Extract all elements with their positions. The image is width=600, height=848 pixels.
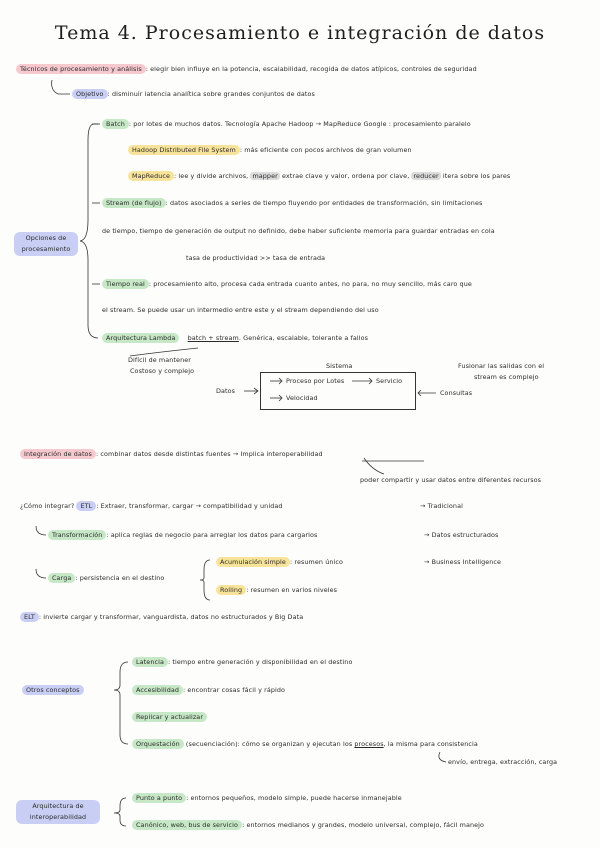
etl-text: : Extraer, transformar, cargar → compatibilidad y unidad: [96, 502, 283, 510]
diagram-speed: Velocidad: [286, 394, 318, 402]
rolling-text: : resumen en varios niveles: [246, 586, 338, 594]
orch-text-b: , la misma para consistencia: [383, 740, 478, 748]
lambda-line: [102, 334, 368, 343]
elt-line: [20, 613, 303, 622]
integration-label: Integración de datos: [20, 449, 96, 459]
batch-label: Batch: [102, 119, 129, 129]
diagram-note-1: Fusionar las salidas con el: [458, 362, 545, 370]
lambda-note-2: Costoso y complejo: [130, 367, 195, 375]
orch-processes: procesos: [354, 740, 384, 748]
transform-label: Transformación: [48, 530, 106, 540]
elt-label: ELT: [20, 612, 39, 622]
interop-note-line: [364, 458, 384, 474]
replicate-label: Replicar y actualizar: [132, 712, 207, 722]
load-label: Carga: [48, 573, 75, 583]
stream-text-3: tasa de productividad >> tasa de entrada: [186, 254, 326, 262]
reducer-term: reducer: [413, 172, 439, 180]
access-line: [132, 686, 285, 695]
latency-line: [132, 658, 352, 667]
processing-label-wrap: [14, 232, 78, 256]
interop-note: poder compartir y usar datos entre diferentes recursos: [360, 476, 542, 484]
realtime-text-1: : procesamiento alto, procesa cada entrada cuanto antes, no para, no muy sencillo, más caro que: [148, 280, 472, 288]
orch-note: envío, entrega, extracción, carga: [448, 758, 558, 766]
orch-text-a: (secuenciación): cómo se organizan y ejecutan los: [183, 740, 355, 748]
hdfs-label: Hadoop Distributed File System: [128, 145, 240, 155]
processing-label: Opciones de procesamiento: [14, 232, 78, 256]
etl-label: ETL: [76, 501, 96, 511]
access-text: : encontrar cosas fácil y rápido: [183, 686, 286, 694]
p2p-line: [132, 794, 402, 803]
interop-term: interoperabilidad: [266, 450, 323, 458]
realtime-label: Tiempo real: [102, 279, 149, 289]
latency-label: Latencia: [132, 657, 168, 667]
rolling-line: [216, 586, 337, 595]
lambda-text: . Genérica, escalable, tolerante a fallos: [238, 334, 369, 342]
objective-text: : disminuir latencia analítica sobre grandes conjuntos de datos: [107, 90, 315, 98]
p2p-label: Punto a punto: [132, 793, 186, 803]
mapreduce-text-a: : lee y divide archivos,: [174, 172, 251, 180]
processing-brace: [80, 124, 98, 338]
batch-line: [102, 120, 471, 129]
diagram-batch: Proceso por Lotes: [286, 377, 345, 385]
mapreduce-text-b: extrae clave y valor, ordena por clave,: [279, 172, 412, 180]
elt-text: : invierte cargar y transformar, vanguardista, datos no estructurados y Big Data: [38, 613, 304, 621]
lambda-note-1: Difícil de mantener: [128, 356, 191, 364]
objective-label: Objetivo: [72, 89, 108, 99]
access-label: Accesibilidad: [132, 685, 183, 695]
diagram-data: Datos: [216, 387, 236, 395]
orch-line: [132, 740, 478, 749]
lambda-batch-stream: batch + stream: [187, 334, 239, 342]
bus-text: : entornos medianos y grandes, modelo universal, complejo, fácil manejo: [242, 821, 485, 829]
bus-line: [132, 821, 484, 830]
transform-line: [48, 531, 317, 540]
realtime-text-2: el stream. Se puede usar un intermedio entre este y el stream dependiendo del uso: [102, 306, 379, 314]
diagram-system: Sistema: [326, 362, 353, 370]
p2p-text: : entornos pequeños, modelo simple, puede hacerse inmanejable: [186, 794, 402, 802]
mapreduce-line: [128, 172, 510, 181]
mapreduce-label: MapReduce: [128, 171, 174, 181]
batch-text: : por lotes de muchos datos. Tecnología Apache Hadoop → MapReduce Google : procesamiento paralelo: [128, 120, 471, 128]
stream-text-1: : datos asociados a series de tiempo fluyendo por entidades de transformación, sin limitaciones: [165, 199, 483, 207]
simple-text: : resumen único: [289, 558, 343, 566]
traditional: → Tradicional: [420, 502, 463, 510]
challenges-line: [16, 65, 477, 74]
diagram-note-2: stream es complejo: [474, 373, 539, 381]
load-brace: [200, 560, 210, 600]
challenges-text: : elegir bien influye en la potencia, escalabilidad, recogida de datos atípicos, controles de seguridad: [145, 65, 477, 73]
objective-connector: [52, 80, 70, 94]
interop-arch-brace: [114, 798, 126, 826]
lambda-label: Arquitectura Lambda: [102, 333, 179, 343]
stream-label: Stream (de flujo): [102, 198, 166, 208]
load-text: : persistencia en el destino: [75, 574, 165, 582]
latency-text: : tiempo entre generación y disponibilidad en el destino: [167, 658, 353, 666]
concepts-label: Otros conceptos: [22, 685, 84, 695]
transform-text: : aplica reglas de negocio para arreglar los datos para cargarlos: [106, 531, 318, 539]
concepts-brace: [114, 662, 128, 744]
bi: → Business Intelligence: [424, 558, 502, 566]
diagram-service: Servicio: [376, 377, 403, 385]
how-question: ¿Cómo integrar?: [20, 502, 75, 510]
simple-line: [216, 558, 343, 567]
integration-line: [20, 450, 323, 459]
interop-arch-wrap: [16, 800, 100, 824]
interop-arch-label: Arquitectura de interoperabilidad: [16, 800, 100, 824]
load-line: [48, 574, 164, 583]
integration-text: : combinar datos desde distintas fuentes → Implica: [96, 450, 267, 458]
challenges-label: Técnicos de procesamiento y análisis: [16, 64, 146, 74]
diagram-queries: Consultas: [440, 389, 473, 397]
objective-line: [72, 90, 315, 99]
orch-note-line: [439, 752, 446, 762]
simple-label: Acumulación simple: [216, 557, 290, 567]
replicate-line: [132, 713, 207, 722]
rolling-label: Rolling: [216, 585, 246, 595]
lambda-note-line: [130, 348, 198, 356]
stream-line-1: [102, 199, 482, 208]
stream-text-2: de tiempo, tiempo de generación de output no definido, debe haber suficiente memoria para guardar entradas en cola: [102, 227, 495, 235]
structured: → Datos estructurados: [424, 531, 499, 539]
bus-label: Canónico, web, bus de servicio: [132, 820, 242, 830]
orch-label: Orquestación: [132, 739, 184, 749]
mapreduce-text-c: itera sobre los pares: [440, 172, 511, 180]
realtime-line-1: [102, 280, 472, 289]
hdfs-line: [128, 146, 412, 155]
etl-line: [20, 502, 283, 511]
mapper-term: mapper: [252, 172, 278, 180]
page-title: Tema 4. Procesamiento e integración de datos: [54, 22, 546, 44]
hdfs-text: : más eficiente con pocos archivos de gran volumen: [239, 146, 412, 154]
concepts-line: [22, 686, 84, 695]
